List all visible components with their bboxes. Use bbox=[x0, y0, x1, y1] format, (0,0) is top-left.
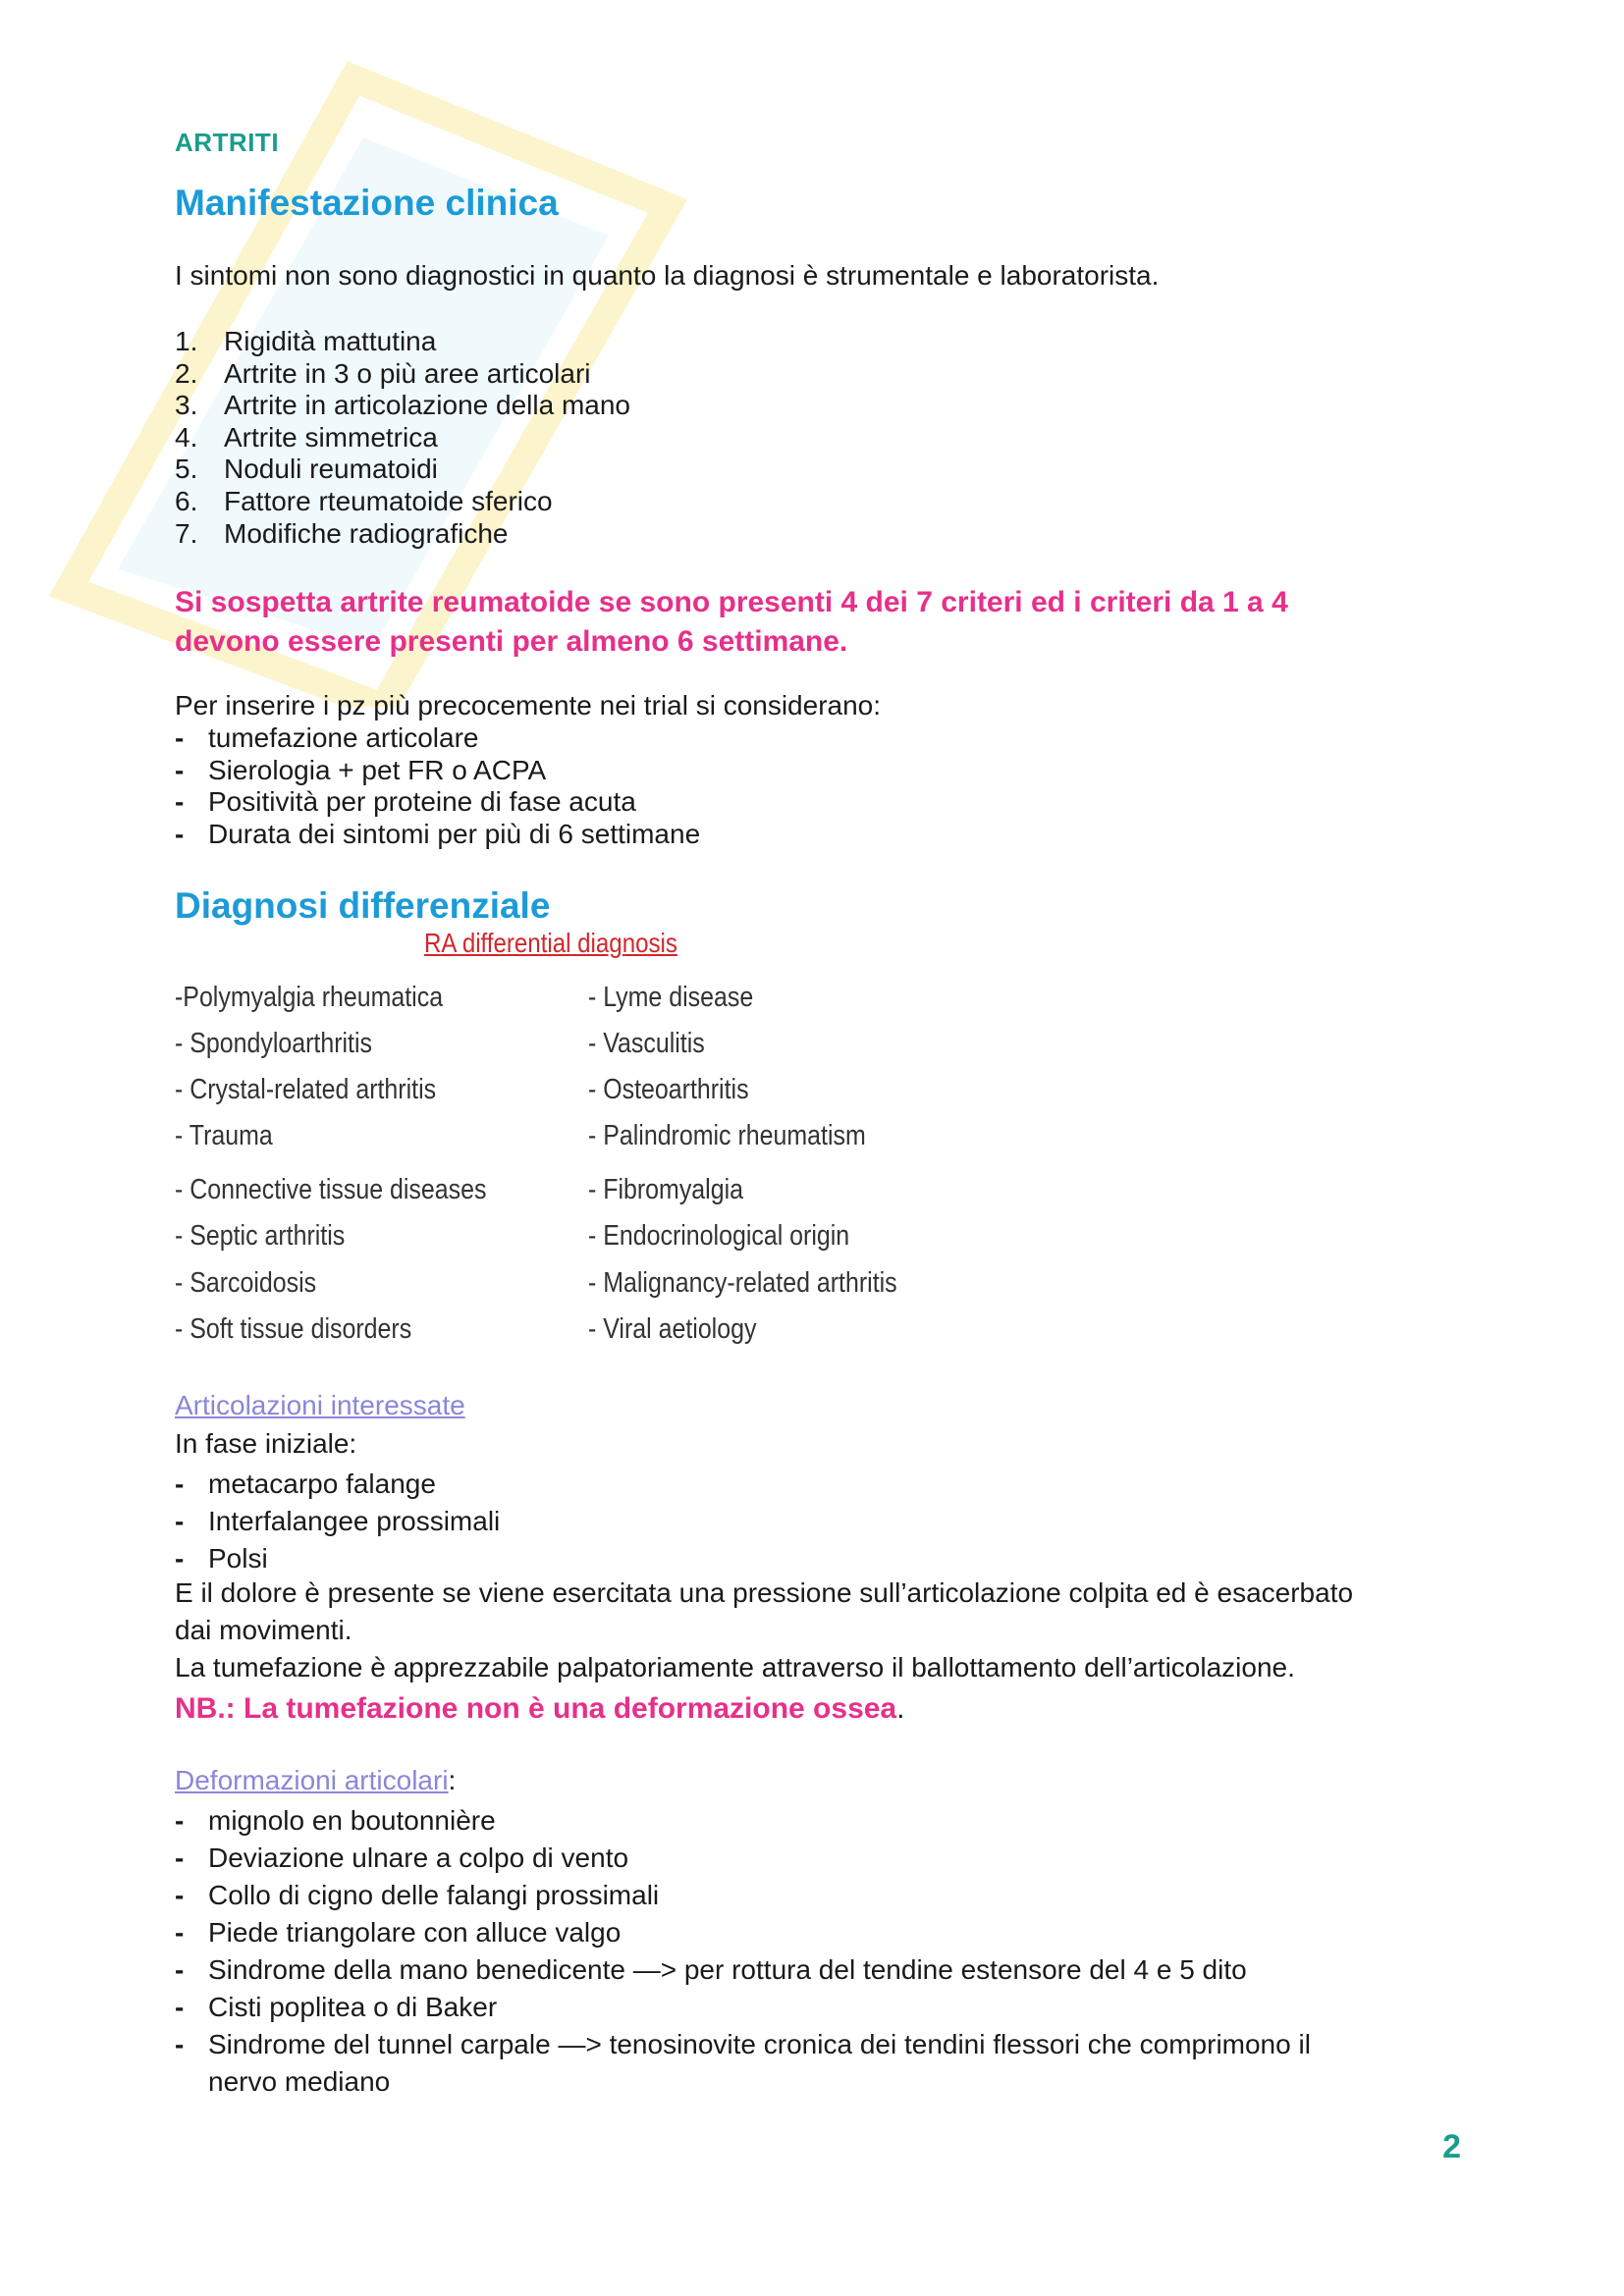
list-item: 4. Artrite simmetrica bbox=[175, 421, 438, 453]
list-item: - Connective tissue diseases bbox=[175, 1174, 487, 1205]
pain-paragraph-line-2: dai movimenti. bbox=[175, 1615, 352, 1645]
list-item: - Deviazione ulnare a colpo di vento bbox=[175, 1842, 629, 1873]
list-item: - Osteoarthritis bbox=[588, 1074, 749, 1105]
pain-paragraph-line-1: E il dolore è presente se viene esercitata una pressione sull’articolazione colpita ed è esacerbato bbox=[175, 1577, 1354, 1608]
trial-intro: Per inserire i pz più precocemente nei trial si considerano: bbox=[175, 690, 882, 721]
page-number: 2 bbox=[1442, 2128, 1461, 2165]
list-item: - Sindrome del tunnel carpale —> tenosinovite cronica dei tendini flessori che comprimono il bbox=[175, 2029, 1311, 2059]
list-item: - mignolo en boutonnière bbox=[175, 1805, 496, 1836]
list-item: 2. Artrite in 3 o più aree articolari bbox=[175, 357, 591, 389]
list-item: - Interfalangee prossimali bbox=[175, 1506, 501, 1536]
list-item: 3. Artrite in articolazione della mano bbox=[175, 390, 630, 421]
trial-criteria-list bbox=[175, 722, 700, 850]
list-item: - tumefazione articolare bbox=[175, 722, 479, 753]
list-item: - Positività per proteine di fase acuta bbox=[175, 786, 636, 818]
list-item: - Polsi bbox=[175, 1543, 268, 1574]
criteria-list bbox=[175, 326, 630, 550]
list-item: - Lyme disease bbox=[588, 982, 754, 1013]
list-item: 7. Modifiche radiografiche bbox=[175, 517, 509, 549]
list-item: - Malignancy-related arthritis bbox=[588, 1267, 897, 1299]
list-item: - Fibromyalgia bbox=[588, 1174, 743, 1205]
list-item: - Vasculitis bbox=[588, 1028, 705, 1059]
link-deformazioni-articolari[interactable]: Deformazioni articolari bbox=[175, 1765, 449, 1795]
list-item: - Sarcoidosis bbox=[175, 1267, 317, 1299]
list-item: - Trauma bbox=[175, 1120, 273, 1151]
list-item: - Cisti poplitea o di Baker bbox=[175, 1992, 498, 2022]
topic-label: ARTRITI bbox=[175, 128, 280, 157]
figure-title: RA differential diagnosis bbox=[424, 928, 677, 958]
list-item: -Polymyalgia rheumatica bbox=[175, 982, 444, 1013]
list-item: - Endocrinological origin bbox=[588, 1220, 850, 1252]
list-item: - metacarpo falange bbox=[175, 1468, 436, 1499]
joints-list bbox=[175, 1466, 500, 1577]
list-item: 1. Rigidità mattutina bbox=[175, 326, 437, 356]
list-item: 5. Noduli reumatoidi bbox=[175, 454, 438, 485]
list-item: - Soft tissue disorders bbox=[175, 1313, 412, 1345]
list-item: nervo mediano bbox=[208, 2066, 391, 2097]
section-title-diagnosi: Diagnosi differenziale bbox=[175, 885, 551, 926]
nb-note: NB.: La tumefazione non è una deformazione ossea. bbox=[175, 1692, 905, 1725]
list-item: - Palindromic rheumatism bbox=[588, 1120, 866, 1151]
link-articolazioni-interessate[interactable]: Articolazioni interessate bbox=[175, 1390, 465, 1420]
phase-intro: In fase iniziale: bbox=[175, 1428, 357, 1459]
swelling-paragraph: La tumefazione è apprezzabile palpatoriamente attraverso il ballottamento dell’articolazione. bbox=[175, 1652, 1295, 1682]
list-item: 6. Fattore rteumatoide sferico bbox=[175, 485, 553, 516]
list-item: - Sierologia + pet FR o ACPA bbox=[175, 754, 547, 785]
deformations-heading: Deformazioni articolari: bbox=[175, 1765, 457, 1795]
list-item: - Collo di cigno delle falangi prossimali bbox=[175, 1880, 660, 1910]
list-item: - Septic arthritis bbox=[175, 1220, 346, 1252]
section-title-manifestazione: Manifestazione clinica bbox=[175, 183, 559, 223]
list-item: - Viral aetiology bbox=[588, 1313, 757, 1345]
list-item: - Spondyloarthritis bbox=[175, 1028, 372, 1059]
list-item: - Durata dei sintomi per più di 6 settimane bbox=[175, 818, 701, 849]
list-item: - Crystal-related arthritis bbox=[175, 1074, 437, 1105]
intro-paragraph: I sintomi non sono diagnostici in quanto la diagnosi è strumentale e laboratorista. bbox=[175, 260, 1160, 291]
highlight-criteria-line-1: Si sospetta artrite reumatoide se sono presenti 4 dei 7 criteri ed i criteri da 1 a 4 bbox=[175, 586, 1288, 618]
highlight-criteria-line-2: devono essere presenti per almeno 6 settimane. bbox=[175, 625, 848, 658]
deformations-list bbox=[175, 1802, 1311, 2101]
list-item: - Piede triangolare con alluce valgo bbox=[175, 1917, 622, 1948]
list-item: - Sindrome della mano benedicente —> per rottura del tendine estensore del 4 e 5 dito bbox=[175, 1954, 1247, 1985]
